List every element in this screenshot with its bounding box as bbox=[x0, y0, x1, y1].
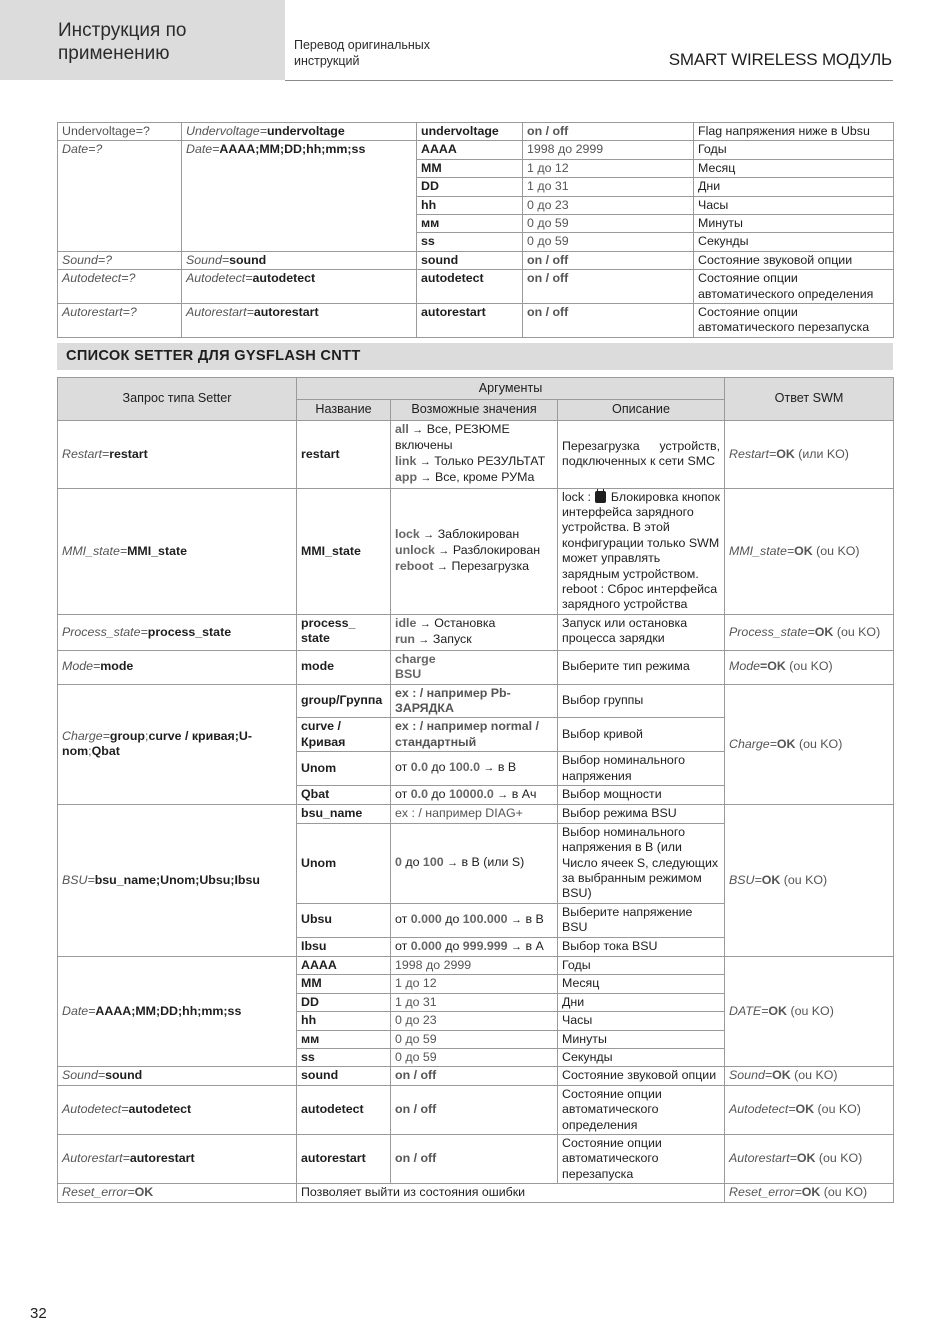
setter-answer: Restart=OK (или KO) bbox=[725, 421, 894, 489]
setter-answer: BSU=OK (ou KO) bbox=[725, 805, 894, 957]
setter-arg-name: process_ state bbox=[297, 614, 391, 650]
setter-arg-desc: Выбор мощности bbox=[558, 785, 725, 804]
getter-response: Sound=sound bbox=[182, 251, 417, 269]
header-divider bbox=[285, 80, 893, 81]
header-values: Возможные значения bbox=[391, 399, 558, 421]
arrow-icon: → bbox=[420, 472, 432, 485]
setter-arg-values: 0 до 23 bbox=[391, 1012, 558, 1030]
getter-table bbox=[57, 122, 894, 338]
getter-arg-name: DD bbox=[417, 178, 523, 196]
getter-response: Date=AAAA;MM;DD;hh;mm;ss bbox=[182, 141, 417, 251]
setter-request: Charge=group;curve / кривая;U-nom;Qbat bbox=[58, 684, 297, 805]
getter-arg-desc: Часы bbox=[694, 196, 894, 214]
setter-arg-name: autorestart bbox=[297, 1135, 391, 1184]
table-row bbox=[58, 684, 894, 718]
setter-answer: Charge=OK (ou KO) bbox=[725, 684, 894, 805]
getter-query: Sound=? bbox=[58, 251, 182, 269]
setter-arg-values: 0 до 59 bbox=[391, 1030, 558, 1048]
setter-arg-desc: Секунды bbox=[558, 1049, 725, 1067]
setter-arg-desc: Годы bbox=[558, 957, 725, 975]
getter-arg-values: 1998 до 2999 bbox=[523, 141, 694, 159]
setter-arg-name: ss bbox=[297, 1049, 391, 1067]
setter-arg-desc: Выбор режима BSU bbox=[558, 805, 725, 823]
getter-arg-name: undervoltage bbox=[417, 123, 523, 141]
table-row bbox=[58, 251, 894, 269]
setter-arg-values: 0 до 100 → в В (или S) bbox=[391, 823, 558, 903]
setter-arg-values: idle → Остановка run → Запуск bbox=[391, 614, 558, 650]
setter-arg-desc: Выберите тип режима bbox=[558, 650, 725, 684]
setter-arg-values: от 0.0 до 10000.0 → в Ач bbox=[391, 785, 558, 804]
setter-arg-name: AAAA bbox=[297, 957, 391, 975]
setter-arg-values: ex : / например Pb-ЗАРЯДКА bbox=[391, 684, 558, 718]
setter-answer: Mode=OK (ou KO) bbox=[725, 650, 894, 684]
setter-arg-desc: Состояние звуковой опции bbox=[558, 1067, 725, 1085]
page-number: 32 bbox=[30, 1305, 47, 1322]
setter-arg-values: on / off bbox=[391, 1135, 558, 1184]
getter-arg-values: on / off bbox=[523, 304, 694, 338]
getter-arg-desc: Минуты bbox=[694, 215, 894, 233]
getter-arg-desc: Состояние звуковой опции bbox=[694, 251, 894, 269]
getter-arg-name: autorestart bbox=[417, 304, 523, 338]
getter-arg-values: on / off bbox=[523, 270, 694, 304]
arrow-icon: → bbox=[419, 617, 431, 630]
header-subtitle-line2: инструкций bbox=[294, 54, 360, 68]
setter-arg-desc: Часы bbox=[558, 1012, 725, 1030]
header-description: Описание bbox=[558, 399, 725, 421]
getter-arg-name: MM bbox=[417, 159, 523, 177]
setter-request: Process_state=process_state bbox=[58, 614, 297, 650]
header-subtitle-line1: Перевод оригинальных bbox=[294, 38, 431, 52]
table-row bbox=[58, 805, 894, 823]
setter-arg-values: lock → Заблокирован unlock → Разблокирован reboot → Перезагрузка bbox=[391, 488, 558, 614]
getter-arg-name: мм bbox=[417, 215, 523, 233]
setter-arg-name: Qbat bbox=[297, 785, 391, 804]
setter-arg-desc: Выберите напряжение BSU bbox=[558, 903, 725, 937]
table-row bbox=[58, 650, 894, 684]
arrow-icon: → bbox=[447, 857, 459, 870]
setter-request: Autodetect=autodetect bbox=[58, 1085, 297, 1134]
setter-arg-name: Unom bbox=[297, 752, 391, 786]
setter-arg-values: 0 до 59 bbox=[391, 1049, 558, 1067]
getter-response: Autorestart=autorestart bbox=[182, 304, 417, 338]
setter-arg-name: curve / Кривая bbox=[297, 718, 391, 752]
arrow-icon: → bbox=[437, 561, 448, 574]
header-answer: Ответ SWM bbox=[725, 378, 894, 421]
setter-arg-desc: Минуты bbox=[558, 1030, 725, 1048]
getter-arg-desc: Дни bbox=[694, 178, 894, 196]
setter-arg-desc: Выбор кривой bbox=[558, 718, 725, 752]
header-module-name: SMART WIRELESS МОДУЛЬ bbox=[668, 50, 892, 69]
setter-arg-name: hh bbox=[297, 1012, 391, 1030]
setter-arg-name: Unom bbox=[297, 823, 391, 903]
setter-arg-name: bsu_name bbox=[297, 805, 391, 823]
header-arguments: Аргументы bbox=[297, 378, 725, 400]
header-subtitle bbox=[294, 37, 430, 69]
getter-query: Date=? bbox=[58, 141, 182, 251]
getter-arg-values: on / off bbox=[523, 123, 694, 141]
setter-table bbox=[57, 377, 894, 1203]
table-row bbox=[58, 614, 894, 650]
setter-request: MMI_state=MMI_state bbox=[58, 488, 297, 614]
setter-request: Mode=mode bbox=[58, 650, 297, 684]
setter-answer: DATE=OK (ou KO) bbox=[725, 957, 894, 1067]
setter-arg-desc: Выбор группы bbox=[558, 684, 725, 718]
setter-arg-desc: Выбор номинального напряжения bbox=[558, 752, 725, 786]
arrow-icon: → bbox=[412, 424, 424, 436]
setter-answer: MMI_state=OK (ou KO) bbox=[725, 488, 894, 614]
setter-arg-name: мм bbox=[297, 1030, 391, 1048]
setter-arg-name: mode bbox=[297, 650, 391, 684]
setter-answer: Autodetect=OK (ou KO) bbox=[725, 1085, 894, 1134]
setter-arg-values: ex : / например normal / стандартный bbox=[391, 718, 558, 752]
table-row bbox=[58, 270, 894, 304]
setter-arg-name: MM bbox=[297, 975, 391, 993]
getter-response: Undervoltage=undervoltage bbox=[182, 123, 417, 141]
arrow-icon: → bbox=[483, 762, 495, 775]
arrow-icon: → bbox=[511, 940, 523, 953]
table-row bbox=[58, 304, 894, 338]
setter-arg-values: 1 до 12 bbox=[391, 975, 558, 993]
arrow-icon: → bbox=[497, 788, 509, 801]
table-row bbox=[58, 488, 894, 614]
setter-answer: Sound=OK (ou KO) bbox=[725, 1067, 894, 1085]
getter-arg-values: 0 до 59 bbox=[523, 215, 694, 233]
setter-arg-desc: lock : Блокировка кнопок интерфейса зарядного устройства. В этой конфигурации только SWM может управлять зарядным устройством. reboot : Сброс интерфейса зарядного устройства bbox=[558, 488, 725, 614]
getter-query: Undervoltage=? bbox=[58, 123, 182, 141]
table-row bbox=[58, 1135, 894, 1184]
setter-arg-desc: Состояние опции автоматического перезапуска bbox=[558, 1135, 725, 1184]
getter-arg-desc: Месяц bbox=[694, 159, 894, 177]
getter-query: Autodetect=? bbox=[58, 270, 182, 304]
setter-request: Restart=restart bbox=[58, 421, 297, 489]
header-title-box bbox=[0, 0, 285, 80]
setter-arg-desc: Запуск или остановка процесса зарядки bbox=[558, 614, 725, 650]
setter-arg-desc: Дни bbox=[558, 993, 725, 1011]
section-title: СПИСОК SETTER ДЛЯ GYSFLASH CNTT bbox=[57, 343, 893, 370]
getter-arg-name: sound bbox=[417, 251, 523, 269]
getter-arg-desc: Годы bbox=[694, 141, 894, 159]
getter-arg-name: AAAA bbox=[417, 141, 523, 159]
setter-request: Date=AAAA;MM;DD;hh;mm;ss bbox=[58, 957, 297, 1067]
arrow-icon: → bbox=[511, 913, 523, 926]
setter-request: Reset_error=OK bbox=[58, 1184, 297, 1202]
setter-arg-desc: Выбор номинального напряжения в В (или Число ячеек S, следующих за выбранным режимом BSU) bbox=[558, 823, 725, 903]
getter-arg-desc: Flag напряжения ниже в Ubsu bbox=[694, 123, 894, 141]
setter-arg-desc: Месяц bbox=[558, 975, 725, 993]
arrow-icon: → bbox=[418, 634, 430, 647]
getter-arg-values: 1 до 31 bbox=[523, 178, 694, 196]
setter-answer: Reset_error=OK (ou KO) bbox=[725, 1184, 894, 1202]
header-request: Запрос типа Setter bbox=[58, 378, 297, 421]
table-row bbox=[58, 141, 894, 159]
header-title-line1: Инструкция по bbox=[58, 20, 187, 41]
setter-answer: Autorestart=OK (ou KO) bbox=[725, 1135, 894, 1184]
setter-arg-name: restart bbox=[297, 421, 391, 489]
table-row bbox=[58, 957, 894, 975]
getter-arg-values: 0 до 23 bbox=[523, 196, 694, 214]
table-header-row bbox=[58, 378, 894, 400]
setter-arg-values: all → Все, РЕЗЮМЕ включены link → Только РЕЗУЛЬТАТ app → Все, кроме РУМа bbox=[391, 421, 558, 489]
getter-arg-values: 0 до 59 bbox=[523, 233, 694, 251]
table-row bbox=[58, 1067, 894, 1085]
getter-arg-desc: Состояние опции автоматического определения bbox=[694, 270, 894, 304]
getter-arg-name: hh bbox=[417, 196, 523, 214]
setter-arg-desc: Перезагрузка устройств, подключенных к сети SMC bbox=[558, 421, 725, 489]
table-row bbox=[58, 421, 894, 489]
setter-arg-desc: Состояние опции автоматического определения bbox=[558, 1085, 725, 1134]
getter-arg-desc: Состояние опции автоматического перезапуска bbox=[694, 304, 894, 338]
setter-arg-values: charge BSU bbox=[391, 650, 558, 684]
setter-arg-desc: Выбор тока BSU bbox=[558, 937, 725, 956]
setter-arg-name: Ibsu bbox=[297, 937, 391, 956]
getter-arg-desc: Секунды bbox=[694, 233, 894, 251]
setter-arg-values: от 0.0 до 100.0 → в В bbox=[391, 752, 558, 786]
getter-response: Autodetect=autodetect bbox=[182, 270, 417, 304]
setter-request: Sound=sound bbox=[58, 1067, 297, 1085]
setter-arg-values: 1 до 31 bbox=[391, 993, 558, 1011]
table-row bbox=[58, 1085, 894, 1134]
setter-arg-values: on / off bbox=[391, 1085, 558, 1134]
setter-request: BSU=bsu_name;Unom;Ubsu;Ibsu bbox=[58, 805, 297, 957]
table-row bbox=[58, 1184, 894, 1202]
arrow-icon: → bbox=[423, 528, 435, 541]
lock-icon bbox=[595, 491, 606, 503]
getter-arg-values: on / off bbox=[523, 251, 694, 269]
setter-arg-name: MMI_state bbox=[297, 488, 391, 614]
getter-arg-values: 1 до 12 bbox=[523, 159, 694, 177]
getter-arg-name: ss bbox=[417, 233, 523, 251]
getter-query: Autorestart=? bbox=[58, 304, 182, 338]
table-row bbox=[58, 123, 894, 141]
setter-answer: Process_state=OK (ou KO) bbox=[725, 614, 894, 650]
setter-arg-name: Ubsu bbox=[297, 903, 391, 937]
setter-arg-values: 1998 до 2999 bbox=[391, 957, 558, 975]
setter-arg-values: от 0.000 до 100.000 → в В bbox=[391, 903, 558, 937]
header-name: Название bbox=[297, 399, 391, 421]
setter-arg-values: ex : / например DIAG+ bbox=[391, 805, 558, 823]
setter-arg-values: on / off bbox=[391, 1067, 558, 1085]
setter-request: Autorestart=autorestart bbox=[58, 1135, 297, 1184]
setter-arg-name: group/Группа bbox=[297, 684, 391, 718]
setter-arg-desc: Позволяет выйти из состояния ошибки bbox=[297, 1184, 725, 1202]
setter-arg-name: sound bbox=[297, 1067, 391, 1085]
arrow-icon: → bbox=[438, 545, 450, 558]
setter-arg-name: autodetect bbox=[297, 1085, 391, 1134]
setter-arg-name: DD bbox=[297, 993, 391, 1011]
header-title-line2: применению bbox=[58, 43, 170, 64]
arrow-icon: → bbox=[419, 455, 431, 468]
getter-arg-name: autodetect bbox=[417, 270, 523, 304]
setter-arg-values: от 0.000 до 999.999 → в А bbox=[391, 937, 558, 956]
